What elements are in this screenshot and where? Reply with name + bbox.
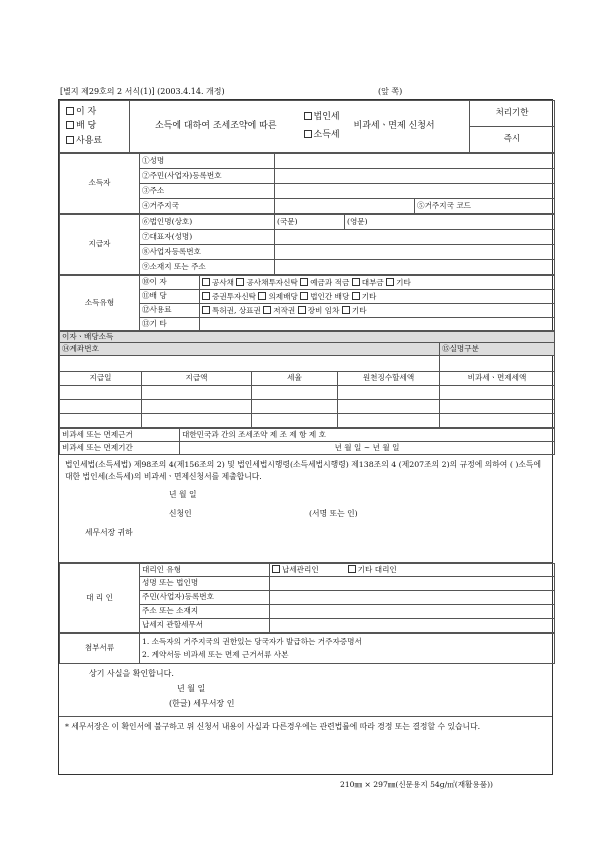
page-side: (앞 쪽) [378,87,403,96]
period-label: 비과세 또는 면제기간 [60,442,180,455]
checkbox[interactable] [236,278,244,286]
interest-options: 공사채 공사채투자신탁 예금과 적금 대부금 기타 [200,276,555,290]
income-type-checks: 이 자 배 당 사용료 [60,101,130,153]
checkbox[interactable] [66,136,74,144]
checkbox[interactable] [348,565,356,573]
tax-type-checks: 법인세 소득세 [302,101,352,153]
checkbox[interactable] [304,130,312,138]
addr-field[interactable] [275,184,555,199]
attachments-section: 첨부서류 1. 소득자의 거주지국의 권한있는 당국자가 발급하는 거주자증명서 2. 계약서등 비과세 또는 면제 근거서류 사본 [59,633,555,664]
evidence-label: ⑮실명구분 [440,343,555,356]
deadline-label: 처리기한 [470,101,555,127]
country-code-label: ⑤거주지국 코드 [415,199,555,214]
checkbox[interactable] [300,278,308,286]
title-suffix: 비과세ㆍ면제 신청서 [352,101,470,153]
tax-exemption-form [58,99,553,775]
checkbox[interactable] [300,292,308,300]
declaration-date: 년 월 일 [169,490,197,500]
name-label: ①성명 [140,154,275,169]
applicant-label: 신청인 [169,509,192,519]
rep-field[interactable] [275,230,555,245]
note: * 세무서장은 이 확인서에 불구하고 위 신청서 내용이 사실과 다른경우에는 관련법률에 따라 경정 또는 결정할 수 있습니다. [65,722,481,731]
period-field[interactable]: 년 월 일 ~ 년 월 일 [180,442,555,455]
korean-name-field[interactable]: (국문) [275,215,345,230]
checkbox[interactable] [258,292,266,300]
table-row [60,414,555,428]
confirm-seal: (한글) 세무서장 인 [169,699,235,708]
biz-label: ⑧사업자등록번호 [140,245,275,260]
biz-field[interactable] [275,245,555,260]
attachments-label: 첨부서류 [60,634,140,664]
payer-label: 지급자 [60,215,140,275]
title-prefix: 소득에 대하여 조세조약에 따른 [130,101,302,153]
checkbox[interactable] [202,292,210,300]
checkbox[interactable] [66,107,74,115]
confirm-text: 상기 사실을 확인합니다. [89,669,174,678]
rep-label: ⑦대표자(성명) [140,230,275,245]
confirmation [59,664,552,717]
checkbox[interactable] [202,278,210,286]
title-block [59,100,555,153]
checkbox[interactable] [386,278,394,286]
declaration-text: 법인세법(소득세법) 제98조의 4(제156조의 2) 및 법인세법시행령(소득세법시행령) 제138조의 4 (제207조의 2)의 규정에 의하여 ( )소득에 대한 법인세(소득세)의 비과세ㆍ면제신청서를 제출합니다. [65,460,541,482]
country-field[interactable] [275,199,415,214]
form-header [60,86,555,97]
confirm-date: 년 월 일 [177,684,206,693]
earner-section [59,153,555,214]
checkbox[interactable] [202,306,210,314]
id-field[interactable] [275,169,555,184]
deadline-value: 즉시 [470,126,555,152]
other-field[interactable] [200,318,555,331]
signature-label: (서명 또는 인) [309,509,358,519]
table-row [60,400,555,414]
earner-label: 소득자 [60,154,140,214]
account-field[interactable] [60,356,440,372]
basis-section [59,428,555,455]
income-type-section: 소득유형 ⑩이 자 공사채 공사채투자신탁 예금과 적금 대부금 기타 ⑪배 당 증권투자신탁 의제배당 법인간 배당 기타 ⑫사용료 특허권, 상표권 저작권 장비 임차 기타 ⑬기 타 [59,275,555,331]
checkbox[interactable] [352,278,360,286]
payer-addr-field[interactable] [275,260,555,275]
income-type-label: 소득유형 [60,276,140,331]
id-label: ②주민(사업자)등록번호 [140,169,275,184]
checkbox[interactable] [66,121,74,129]
country-label: ④거주지국 [140,199,275,214]
checkbox[interactable] [298,306,306,314]
agent-section: 대 리 인 대리인 유형 납세관리인 기타 대리인 성명 또는 법인명 주민(사업자)등록번호 주소 또는 소재지 납세지 관할세무서 [59,563,555,633]
paper-spec: 210㎜ × 297㎜(신문용지 54g/㎡(재활용품)) [340,780,493,789]
evidence-field[interactable] [440,356,555,372]
form-number: [별지 제29호의 2 서식(1)] (2003.4.14. 개정) [60,87,225,96]
checkbox[interactable] [352,292,360,300]
checkbox[interactable] [342,306,350,314]
agent-label: 대 리 인 [60,564,140,633]
declaration [59,455,552,563]
dividend-options: 증권투자신탁 의제배당 법인간 배당 기타 [200,290,555,304]
payer-section [59,214,555,275]
basis-label: 비과세 또는 면제근거 [60,429,180,442]
basis-field[interactable]: 대한민국과 간의 조세조약 제 조 제 항 제 호 [180,429,555,442]
addressee: 세무서장 귀하 [85,528,133,538]
royalty-options: 특허권, 상표권 저작권 장비 임차 기타 [200,304,555,318]
corp-label: ⑥법인명(상호) [140,215,275,230]
income-section: 이자ㆍ배당소득 ⑭계좌번호 ⑮실명구분 지급일 지급액 세율 원천징수할세액 비과세ㆍ면제세액 [59,331,555,428]
payer-addr-label: ⑨소재지 또는 주소 [140,260,275,275]
table-row [60,386,555,400]
income-section-title: 이자ㆍ배당소득 [60,332,555,343]
checkbox[interactable] [304,112,312,120]
account-label: ⑭계좌번호 [60,343,440,356]
addr-label: ③주소 [140,184,275,199]
english-name-field[interactable]: (영문) [345,215,555,230]
checkbox[interactable] [263,306,271,314]
checkbox[interactable] [272,565,280,573]
name-field[interactable] [275,154,555,169]
